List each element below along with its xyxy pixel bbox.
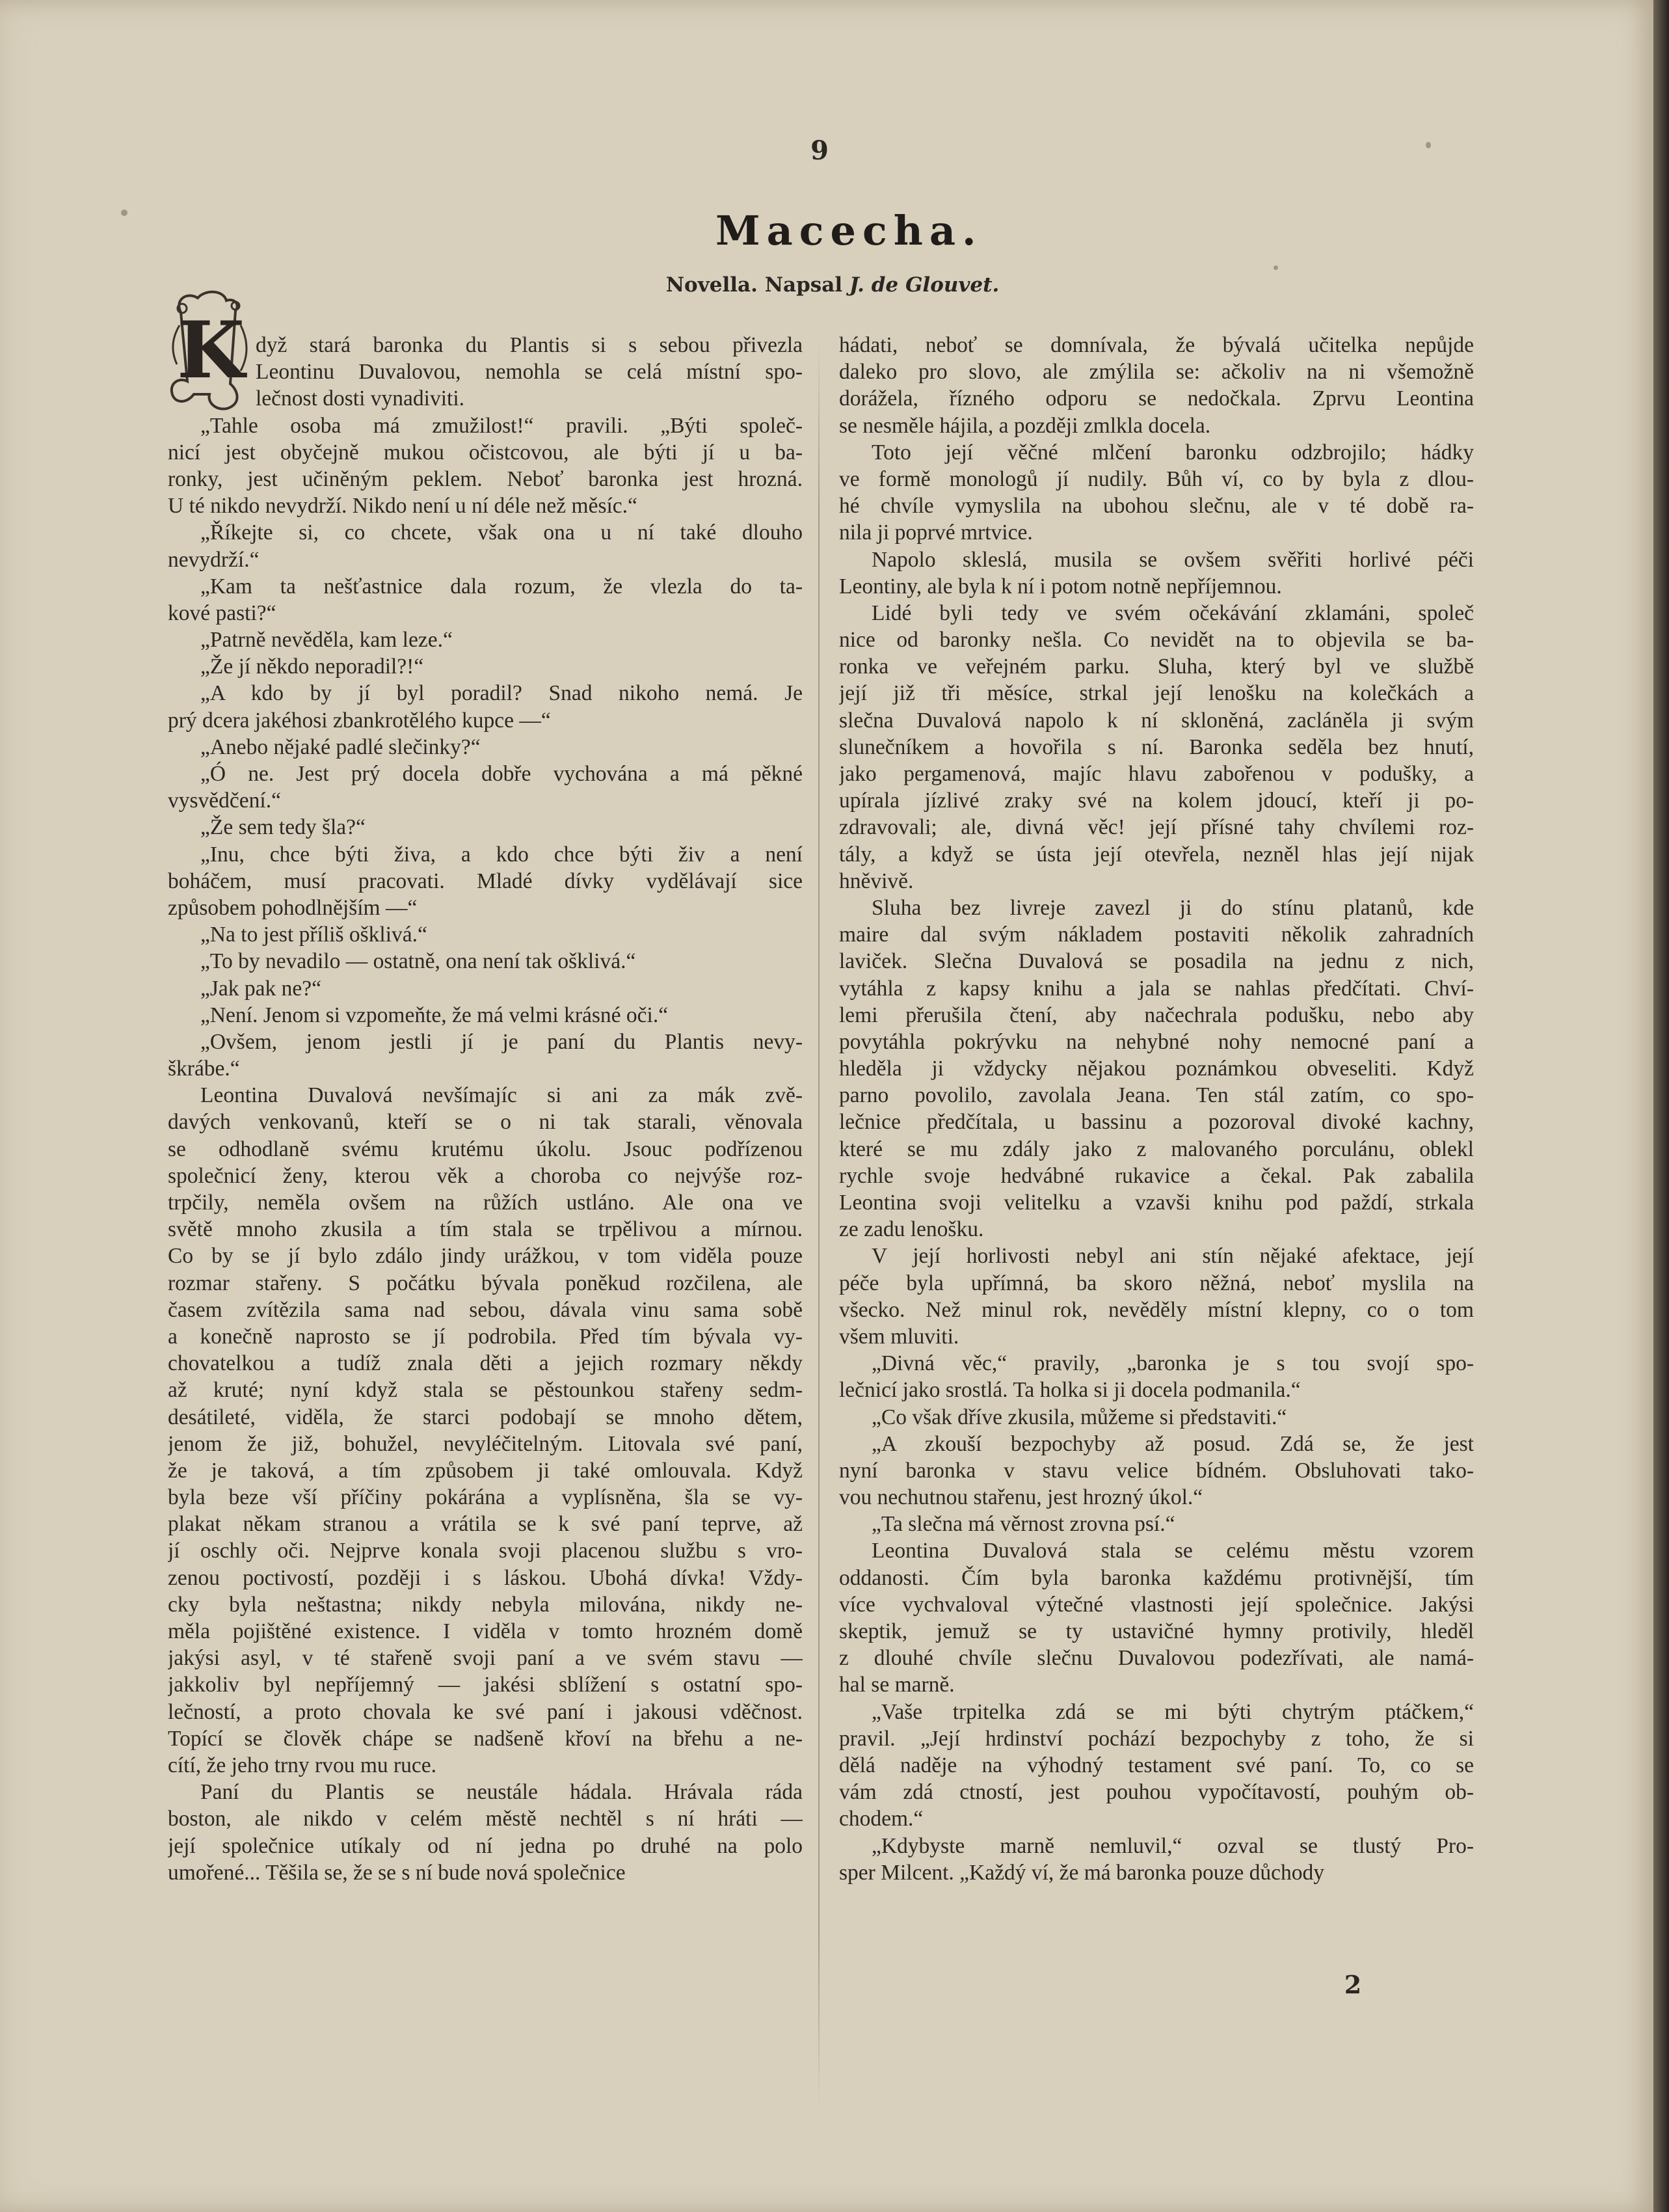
- text-line: a konečně naprosto se jí podrobila. Před tím bývala vy-: [168, 1324, 803, 1349]
- text-line: nice od baronky nešla. Co nevidět na to objevila se ba-: [839, 628, 1474, 653]
- text-line: „Ovšem, jenom jestli jí je paní du Plantis nevy-: [200, 1029, 803, 1054]
- text-line: „Anebo nějaké padlé slečinky?“: [200, 735, 481, 759]
- drop-cap-letter: K: [176, 304, 245, 396]
- text-line: boston, ale nikdo v celém městě nechtěl s ní hráti —: [168, 1807, 803, 1831]
- text-line: hal se marně.: [839, 1673, 955, 1697]
- text-line: „Co však dříve zkusila, můžeme si představiti.“: [872, 1405, 1287, 1429]
- text-line: byla beze vší příčiny pokárána a vyplísněna, šla se vy-: [168, 1485, 803, 1510]
- text-line: nyní baronka v stavu velice bídném. Obsluhovati tako-: [839, 1458, 1474, 1483]
- text-line: daleko pro slovo, ale zmýlila se: ačkoliv na ni všemožně: [839, 360, 1474, 384]
- text-line: oddanosti. Čím byla baronka každému protivnější, tím: [839, 1565, 1474, 1590]
- text-line: boháčem, musí pracovati. Mladé dívky vydělávají sice: [168, 869, 803, 893]
- text-line: jí oschly oči. Nejprve konala svoji placenou službu s vro-: [168, 1539, 803, 1563]
- text-line: světě mnoho zkusila a tím stala se trpělivou a mírnou.: [168, 1217, 803, 1242]
- signature-mark: 2: [1344, 1970, 1362, 1999]
- text-line: nicí jest obyčejně mukou očistcovou, ale býti jí u ba-: [168, 440, 803, 465]
- page-number: 9: [810, 135, 829, 166]
- right-text-column: [839, 332, 1474, 1886]
- text-line: laviček. Slečna Duvalová se posadila na jednu z nich,: [839, 949, 1474, 974]
- text-line: až kruté; nyní když stala se pěstounkou stařeny sedm-: [168, 1378, 803, 1403]
- text-line: umořené... Těšila se, že se s ní bude nová společnice: [168, 1860, 626, 1885]
- text-line: dorážela, řízného odporu se nedočkala. Zprvu Leontina: [839, 386, 1474, 411]
- text-line: její společnice utíkaly od ní jedna po druhé na polo: [168, 1833, 803, 1858]
- text-line: „A kdo by jí byl poradil? Snad nikoho nemá. Je: [200, 681, 803, 706]
- text-line: cítí, že jeho trny rvou mu ruce.: [168, 1753, 437, 1777]
- text-line: ze zadu lenošku.: [839, 1217, 984, 1242]
- text-line: škrábe.“: [168, 1057, 240, 1081]
- text-line: trpčily, neměla ovšem na růžích ustláno. Ale ona ve: [168, 1191, 803, 1215]
- text-line: Topící se člověk chápe se nadšeně křoví na břehu a ne-: [168, 1726, 803, 1751]
- text-line: dyž stará baronka du Plantis si s sebou přivezla: [256, 333, 803, 357]
- text-line: časem zvítězila sama nad sebou, dávala vinu sama sobě: [168, 1297, 803, 1322]
- text-line: hleděla ji vždycky nějakou poznámkou obveseliti. Když: [839, 1057, 1474, 1081]
- text-line: prý dcera jakéhosi zbankrotělého kupce —“: [168, 708, 551, 733]
- text-line: sper Milcent. „Každý ví, že má baronka pouze důchody: [839, 1860, 1325, 1885]
- text-line: jakýsi asyl, v té stařeně svoji paní a ve svém stavu —: [168, 1646, 803, 1671]
- text-line: z dlouhé chvíle slečnu Duvalovou podezřívati, ale namá-: [839, 1646, 1474, 1671]
- text-line: společnicí ženy, kterou věk a choroba co nejvýše roz-: [168, 1163, 803, 1188]
- text-line: všem mluviti.: [839, 1324, 959, 1349]
- text-line: „Kam ta nešťastnice dala rozum, že vlezla do ta-: [200, 574, 803, 599]
- text-line: Paní du Plantis se neustále hádala. Hrávala ráda: [200, 1780, 803, 1805]
- text-line: „Jak pak ne?“: [200, 976, 322, 1001]
- text-line: „Že sem tedy šla?“: [200, 815, 366, 840]
- text-line: „Ta slečna má věrnost zrovna psí.“: [872, 1512, 1175, 1537]
- text-line: Napolo skleslá, musila se ovšem svěřiti horlivé péči: [872, 547, 1474, 572]
- text-line: že je taková, a tím způsobem ji také omlouvala. Když: [168, 1458, 803, 1483]
- text-line: davých venkovanů, kteří se o ni tak starali, věnovala: [168, 1110, 803, 1135]
- text-line: „Patrně nevěděla, kam leze.“: [200, 628, 453, 653]
- text-line: skeptik, jemuž se ty ustavičné hymny protivily, hleděl: [839, 1619, 1474, 1643]
- text-line: lečnicí jako srostlá. Ta holka si ji docela podmanila.“: [839, 1378, 1301, 1403]
- text-line: vysvědčení.“: [168, 789, 281, 813]
- text-line: dělá naděje na výhodný testament své paní. To, co se: [839, 1753, 1474, 1777]
- text-line: V její horlivosti nebyl ani stín nějaké afektace, její: [872, 1244, 1474, 1269]
- text-line: její již tři měsíce, strkal její lenošku na kolečkách a: [839, 681, 1474, 706]
- text-line: rychle svoje hedvábné rukavice a čekal. Pak zabalila: [839, 1163, 1474, 1188]
- text-line: se nesměle hájila, a později zmlkla docela.: [839, 413, 1211, 438]
- text-line: Leontina Duvalová nevšímajíc si ani za mák zvě-: [200, 1083, 803, 1108]
- text-line: vytáhla z kapsy knihu a jala se nahlas předčítati. Chví-: [839, 976, 1474, 1001]
- left-text-column: [168, 332, 803, 1886]
- text-line: Sluha bez livreje zavezl ji do stínu platanů, kde: [872, 895, 1474, 920]
- subtitle-prefix: Novella. Napsal: [665, 273, 849, 297]
- text-line: lečnost dosti vynadiviti.: [256, 386, 465, 411]
- text-line: všecko. Než minul rok, nevěděly místní klepny, co o tom: [839, 1297, 1474, 1322]
- text-line: slečna Duvalová napolo k ní skloněná, zacláněla ji svým: [839, 708, 1474, 733]
- page-edge-shadow: [1653, 0, 1669, 2212]
- text-line: jakkoliv byl nepříjemný — jakési sblížení s ostatní spo-: [168, 1673, 803, 1697]
- text-line: „Divná věc,“ pravily, „baronka je s tou svojí spo-: [872, 1351, 1474, 1376]
- text-line: Leontina svoji velitelku a vzavši knihu pod paždí, strkala: [839, 1191, 1474, 1215]
- text-line: jako pergamenová, majíc hlavu zabořenou v podušky, a: [839, 762, 1474, 786]
- text-line: „Tahle osoba má zmužilost!“ pravili. „Býti společ-: [200, 413, 803, 438]
- text-line: zenou poctivostí, později i s láskou. Ubohá dívka! Vždy-: [168, 1565, 803, 1590]
- text-line: způsobem pohodlnějším —“: [168, 895, 418, 920]
- text-line: Leontina Duvalová stala se celému městu vzorem: [872, 1539, 1474, 1563]
- text-line: ronky, jest učiněným peklem. Neboť baronka jest hrozná.: [168, 466, 803, 491]
- text-line: „Na to jest příliš ošklivá.“: [200, 923, 427, 947]
- text-line: U té nikdo nevydrží. Nikdo není u ní déle než měsíc.“: [168, 494, 637, 519]
- text-line: zdravovali; ale, divná věc! její přísné tahy chvílemi roz-: [839, 815, 1474, 840]
- text-line: „Říkejte si, co chcete, však ona u ní také dlouho: [200, 520, 803, 545]
- text-line: cky byla neštastna; nikdy nebyla milována, nikdy ne-: [168, 1592, 803, 1617]
- text-line: „Vaše trpitelka zdá se mi býti chytrým ptáčkem,“: [872, 1699, 1474, 1724]
- text-line: vou nechutnou stařenu, jest hrozný úkol.“: [839, 1485, 1203, 1510]
- text-line: které se mu zdály jako z malovaného porculánu, oblekl: [839, 1137, 1474, 1161]
- text-line: „To by nevadilo — ostatně, ona není tak ošklivá.“: [200, 949, 636, 974]
- text-line: vám zdá ctností, jest pouhou vypočítavostí, pouhým ob-: [839, 1780, 1474, 1805]
- text-line: tály, a když se ústa její otevřela, nezněl hlas její nijak: [839, 842, 1474, 867]
- text-line: slunečníkem a hovořila s ní. Baronka seděla bez hnutí,: [839, 735, 1474, 759]
- text-line: hé chvíle vymyslila na ubohou slečnu, ale v té době ra-: [839, 494, 1474, 519]
- story-title: Macecha.: [715, 207, 983, 254]
- text-line: ronka ve veřejném parku. Sluha, který byl ve službě: [839, 654, 1474, 679]
- text-line: „Kdybyste marně nemluvil,“ ozval se tlustý Pro-: [872, 1833, 1474, 1858]
- text-line: jenom že již, bohužel, nevyléčitelným. Litovala své paní,: [168, 1431, 803, 1456]
- text-line: „Že jí někdo neporadil?!“: [200, 654, 424, 679]
- text-line: plakat někam stranou a vrátila se k své paní teprve, až: [168, 1512, 803, 1537]
- text-line: maire dal svým nákladem postaviti několik zahradních: [839, 923, 1474, 947]
- text-line: kové pasti?“: [168, 600, 276, 625]
- text-line: hádati, neboť se domnívala, že bývalá učitelka nepůjde: [839, 333, 1474, 357]
- text-line: ve formě monologů jí nudily. Bůh ví, co by byla z dlou-: [839, 466, 1474, 491]
- text-line: „Není. Jenom si vzpomeňte, že má velmi krásné oči.“: [200, 1003, 669, 1027]
- column-divider: [818, 338, 820, 2108]
- text-line: „Ó ne. Jest prý docela dobře vychována a má pěkné: [200, 762, 803, 786]
- text-line: Co by se jí bylo zdálo jindy urážkou, v tom viděla pouze: [168, 1244, 803, 1269]
- text-line: Toto její věčné mlčení baronku odzbrojilo; hádky: [872, 440, 1474, 465]
- paper-spot: [1274, 265, 1278, 270]
- text-line: lečnice předčítala, u bassinu a pozoroval divoké kachny,: [839, 1110, 1474, 1135]
- text-line: desátileté, viděla, že starci podobají se mnoho dětem,: [168, 1405, 803, 1429]
- text-line: parno povolilo, zavolala Jeana. Ten stál zatím, co spo-: [839, 1083, 1474, 1108]
- text-line: nila ji poprvé mrtvice.: [839, 520, 1033, 545]
- text-line: měla pojištěné existence. I viděla v tomto hrozném domě: [168, 1619, 803, 1643]
- text-line: Leontiny, ale byla k ní i potom notně nepříjemnou.: [839, 574, 1282, 599]
- author-name: J. de Glouvet.: [849, 273, 1000, 297]
- text-line: pravil. „Její hrdinství pochází bezpochyby z toho, že si: [839, 1726, 1474, 1751]
- text-line: nevydrží.“: [168, 547, 260, 572]
- text-line: chodem.“: [839, 1807, 924, 1831]
- text-line: péče byla upřímná, ba skoro něžná, neboť myslila na: [839, 1271, 1474, 1295]
- story-subtitle: [624, 273, 1041, 297]
- text-line: se odhodlaně svému krutému úkolu. Jsouc podřízenou: [168, 1137, 803, 1161]
- paper-spot: [1426, 142, 1431, 148]
- text-line: chovatelkou a tudíž znala děti a jejich rozmary někdy: [168, 1351, 803, 1376]
- text-line: Lidé byli tedy ve svém očekávání zklamáni, společ: [872, 600, 1474, 625]
- text-line: lemi přerušila čtení, aby načechrala podušku, nebo aby: [839, 1003, 1474, 1027]
- text-line: rozmar stařeny. S počátku bývala poněkud rozčilena, ale: [168, 1271, 803, 1295]
- text-line: povytáhla pokrývku na nehybné nohy nemocné paní a: [839, 1029, 1474, 1054]
- text-line: lečností, a proto chovala ke své paní i jakousi vděčnost.: [168, 1699, 803, 1724]
- text-line: „A zkouší bezpochyby až posud. Zdá se, že jest: [872, 1431, 1474, 1456]
- text-line: upírala jízlivé zraky své na kolem jdoucí, kteří ji po-: [839, 789, 1474, 813]
- text-line: „Inu, chce býti živa, a kdo chce býti živ a není: [200, 842, 803, 867]
- text-line: hněvivě.: [839, 869, 914, 893]
- text-line: více vychvaloval výtečné vlastnosti její společnice. Jakýsi: [839, 1592, 1474, 1617]
- paper-spot: [121, 209, 127, 216]
- text-line: Leontinu Duvalovou, nemohla se celá místní spo-: [256, 360, 803, 384]
